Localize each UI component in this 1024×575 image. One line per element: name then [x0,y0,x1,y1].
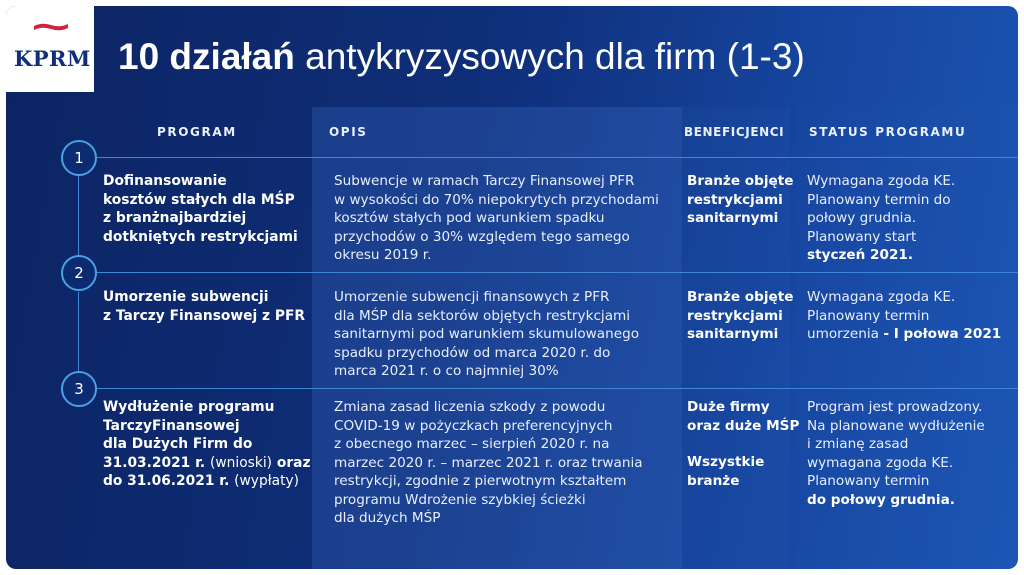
header-beneficjenci: BENEFICJENCI [684,125,785,139]
logo-text: KPRM [14,46,91,71]
header-status: STATUS PROGRAMU [809,125,967,139]
opis-cell: Subwencje w ramach Tarczy Finansowej PFR w wysokości do 70% niepokrytych przychodami kosztów stałych pod warunkiem spadku przychodów o 30% względem tego samego okresu 2019 r. [334,173,659,263]
title-bold: 10 działań [118,36,295,77]
row-divider [90,157,1018,158]
row-number-badge: 2 [61,255,97,291]
title-range: (1-3) [726,36,805,77]
polish-flag-icon [34,22,68,32]
row-connector [78,176,79,256]
program-cell: Dofinansowanie kosztów stałych dla MŚP z branżnajbardziej dotkniętych restrykcjami [103,173,298,245]
slide [6,6,1018,569]
header-opis: OPIS [329,125,368,139]
row-divider [90,388,1018,389]
opis-cell: Zmiana zasad liczenia szkody z powodu COVID-19 w pożyczkach preferencyjnych z obecnego marzec – sierpień 2020 r. na marzec 2020 r. – marzec 2021 r. oraz trwania restrykcji, zgodnie z pierwotnym kształtem programu Wdrożenie szybkiej ścieżki dla dużych MŚP [334,399,643,526]
beneficjenci-cell: Duże firmy oraz duże MŚP Wszystkie branże [687,399,800,489]
row-number-badge: 1 [61,140,97,176]
title-rest: antykryzysowych dla firm [305,36,717,77]
program-cell: Umorzenie subwencji z Tarczy Finansowej z PFR [103,289,306,324]
row-connector [78,292,79,372]
status-cell: Wymagana zgoda KE. Planowany termin do połowy grudnia. Planowany start styczeń 2021. [807,173,956,263]
program-cell: Wydłużenie programu TarczyFinansowej dla Dużych Firm do 31.03.2021 r. (wnioski) oraz do 31.06.2021 r. (wypłaty) [103,399,311,489]
row-number-badge: 3 [61,371,97,407]
page-title [118,36,805,78]
kprm-logo [6,6,94,92]
beneficjenci-cell: Branże objęte restrykcjami sanitarnymi [687,173,794,226]
beneficjenci-cell: Branże objęte restrykcjami sanitarnymi [687,289,794,342]
status-cell: Program jest prowadzony. Na planowane wydłużenie i zmianę zasad wymagana zgoda KE. Planowany termin do połowy grudnia. [807,399,985,508]
row-divider [90,272,1018,273]
opis-cell: Umorzenie subwencji finansowych z PFR dla MŚP dla sektorów objętych restrykcjami sanitarnymi pod warunkiem skumulowanego spadku przychodów od marca 2020 r. do marca 2021 r. o co najmniej 30% [334,289,640,379]
status-cell: Wymagana zgoda KE. Planowany termin umorzenia - I połowa 2021 [807,289,1002,342]
header-program: PROGRAM [157,125,237,139]
